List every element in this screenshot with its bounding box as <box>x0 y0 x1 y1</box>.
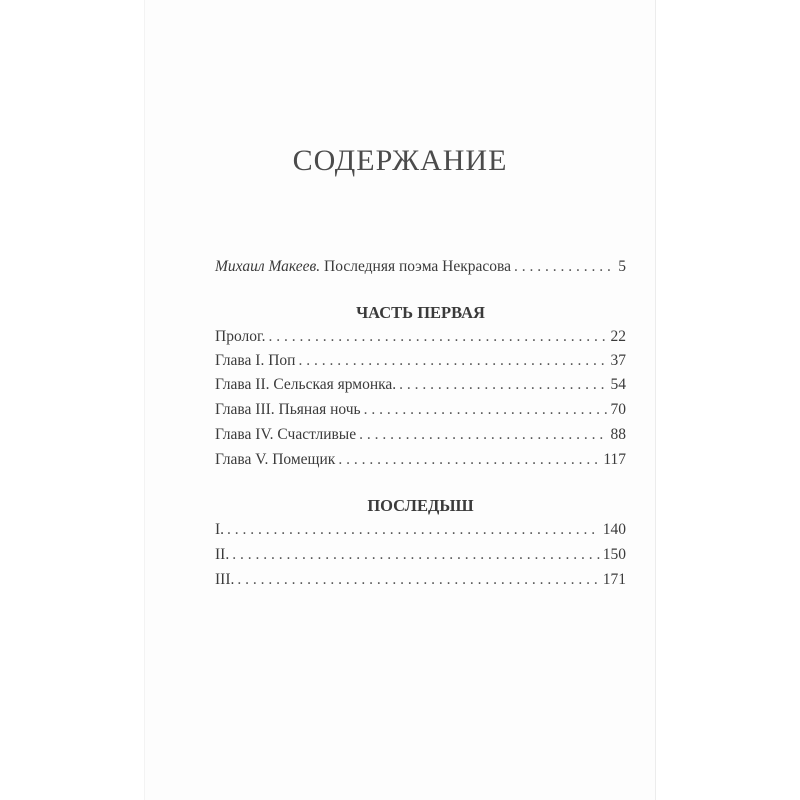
toc-leader-dots <box>268 326 607 348</box>
toc-entry-author: Михаил Макеев. <box>215 258 321 275</box>
toc-entry-label: III. <box>215 571 235 588</box>
toc-entry-label: I. <box>215 521 225 538</box>
toc-leader-dots <box>232 544 600 566</box>
page-title: СОДЕРЖАНИЕ <box>292 144 508 177</box>
section-heading-part-one: ЧАСТЬ ПЕРВАЯ <box>356 303 485 322</box>
toc-entry-page: 54 <box>610 376 626 393</box>
section-heading-posledysh: ПОСЛЕДЫШ <box>367 496 474 515</box>
toc-entry[interactable] <box>215 449 626 471</box>
toc-entry-label: Глава II. Сельская ярмонка. <box>215 376 397 393</box>
toc-entry-label <box>215 256 511 278</box>
toc-entry-page: 140 <box>602 521 626 538</box>
toc-entry-label: II. <box>215 546 230 563</box>
toc-entry[interactable] <box>215 374 626 396</box>
toc-entry-page: 171 <box>602 571 626 588</box>
toc-leader-dots <box>227 519 600 541</box>
toc-entry-label: Пролог. <box>215 328 266 345</box>
toc-leader-dots <box>364 399 608 421</box>
toc-entry-page: 117 <box>603 451 626 468</box>
toc-entry-title: Последняя поэма Некрасова <box>320 258 512 275</box>
toc-entry[interactable] <box>215 399 626 421</box>
toc-entry[interactable] <box>215 326 626 348</box>
toc-entry[interactable] <box>215 424 626 446</box>
toc-leader-dots <box>399 374 607 396</box>
toc-entry-page: 5 <box>618 258 626 275</box>
toc-entry[interactable] <box>215 350 626 372</box>
book-page <box>145 0 655 800</box>
toc-entry[interactable] <box>215 544 626 566</box>
toc-entry-page: 150 <box>602 546 626 563</box>
toc-entry[interactable] <box>215 519 626 541</box>
toc-entry-label: Глава V. Помещик <box>215 451 336 468</box>
toc-entry-page: 22 <box>610 328 626 345</box>
toc-leader-dots <box>359 424 607 446</box>
toc-entry-label: Глава I. Поп <box>215 352 296 369</box>
toc-entry-intro[interactable] <box>215 256 626 278</box>
toc-leader-dots <box>514 256 615 278</box>
toc-entry-page: 37 <box>610 352 626 369</box>
toc-leader-dots <box>298 350 607 372</box>
toc-leader-dots <box>237 569 599 591</box>
toc-entry[interactable] <box>215 569 626 591</box>
toc-entry-page: 70 <box>610 401 626 418</box>
toc-entry-page: 88 <box>610 426 626 443</box>
toc-entry-label: Глава III. Пьяная ночь <box>215 401 361 418</box>
toc-entry-label: Глава IV. Счастливые <box>215 426 357 443</box>
toc-leader-dots <box>338 449 600 471</box>
